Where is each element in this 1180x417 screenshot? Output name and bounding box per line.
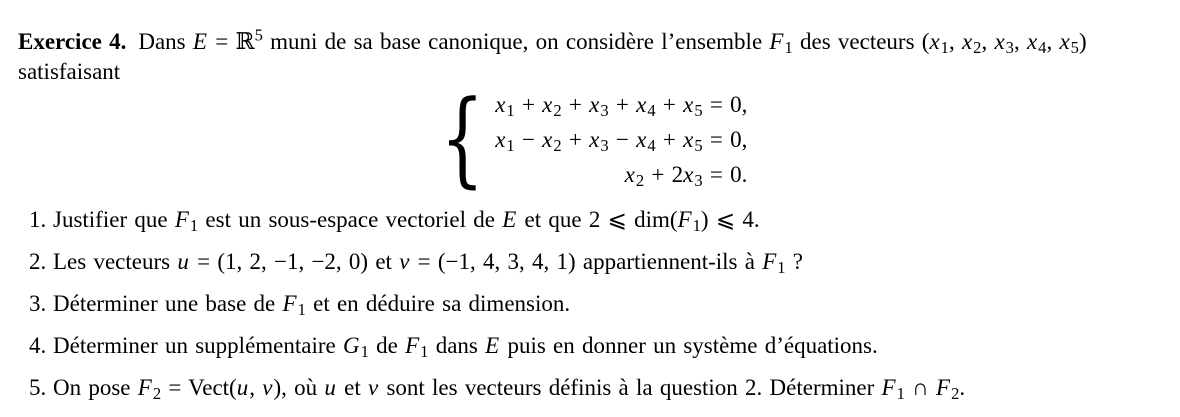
question-item-4 (29, 331, 1162, 360)
exercise-label: Exercice 4. (18, 29, 127, 54)
equations (495, 87, 747, 192)
question-item-1 (29, 205, 1162, 234)
question-text: Déterminer une base de $F_1$ et en déduire sa dimension. (53, 291, 571, 320)
equation-3-lhs: $x_2 + 2x_3$ (624, 161, 703, 190)
question-text: Justifier que $F_1$ est un sous-espace vectoriel de E et que 2 ⩽ $dim(F_1)$ ⩽ 4. (53, 207, 760, 236)
equation-3-rhs: = 0. (702, 161, 748, 187)
question-text: Les vecteurs u = (1, 2, −1, −2, 0) et v = (−1, 4, 3, 4, 1) appartiennent-ils à $F_1$ ? (53, 249, 803, 278)
question-text: On pose $F_2$ = Vect(u, v), où u et v sont les vecteurs définis à la question 2. Déterminer $F_1$ ∩ $F_2$. (53, 375, 966, 404)
question-number: 4. (29, 333, 47, 358)
question-item-5 (29, 373, 1162, 402)
equation-2-lhs: $x_1 - x_2 + x_3 - x_4 + x_5$ (495, 126, 703, 155)
intro-paragraph (18, 27, 1162, 57)
intro-text-line1: Dans E = ℝ$^5$ muni de sa base canonique, on considère l’ensemble $F_1$ des vecteurs ($x_1$, $x_2$, $x_3$, $x_4$, $x_5$) (138, 25, 1087, 58)
question-text: Déterminer un supplémentaire $G_1$ de $F_1$ dans E puis en donner un système d’équations. (53, 333, 878, 362)
question-number: 5. (29, 375, 47, 400)
question-item-2 (29, 247, 1162, 276)
question-number: 3. (29, 291, 47, 316)
left-brace: { (439, 78, 484, 199)
question-list (18, 205, 1162, 402)
question-number: 2. (29, 249, 47, 274)
equation-system (18, 78, 1162, 199)
intro-text-line2: satisfaisant (18, 59, 121, 84)
question-number: 1. (29, 207, 47, 232)
equation-2-rhs: = 0, (702, 126, 748, 152)
equation-1-rhs: = 0, (702, 91, 748, 117)
question-item-3 (29, 289, 1162, 318)
equation-1-lhs: $x_1 + x_2 + x_3 + x_4 + x_5$ (495, 91, 703, 120)
